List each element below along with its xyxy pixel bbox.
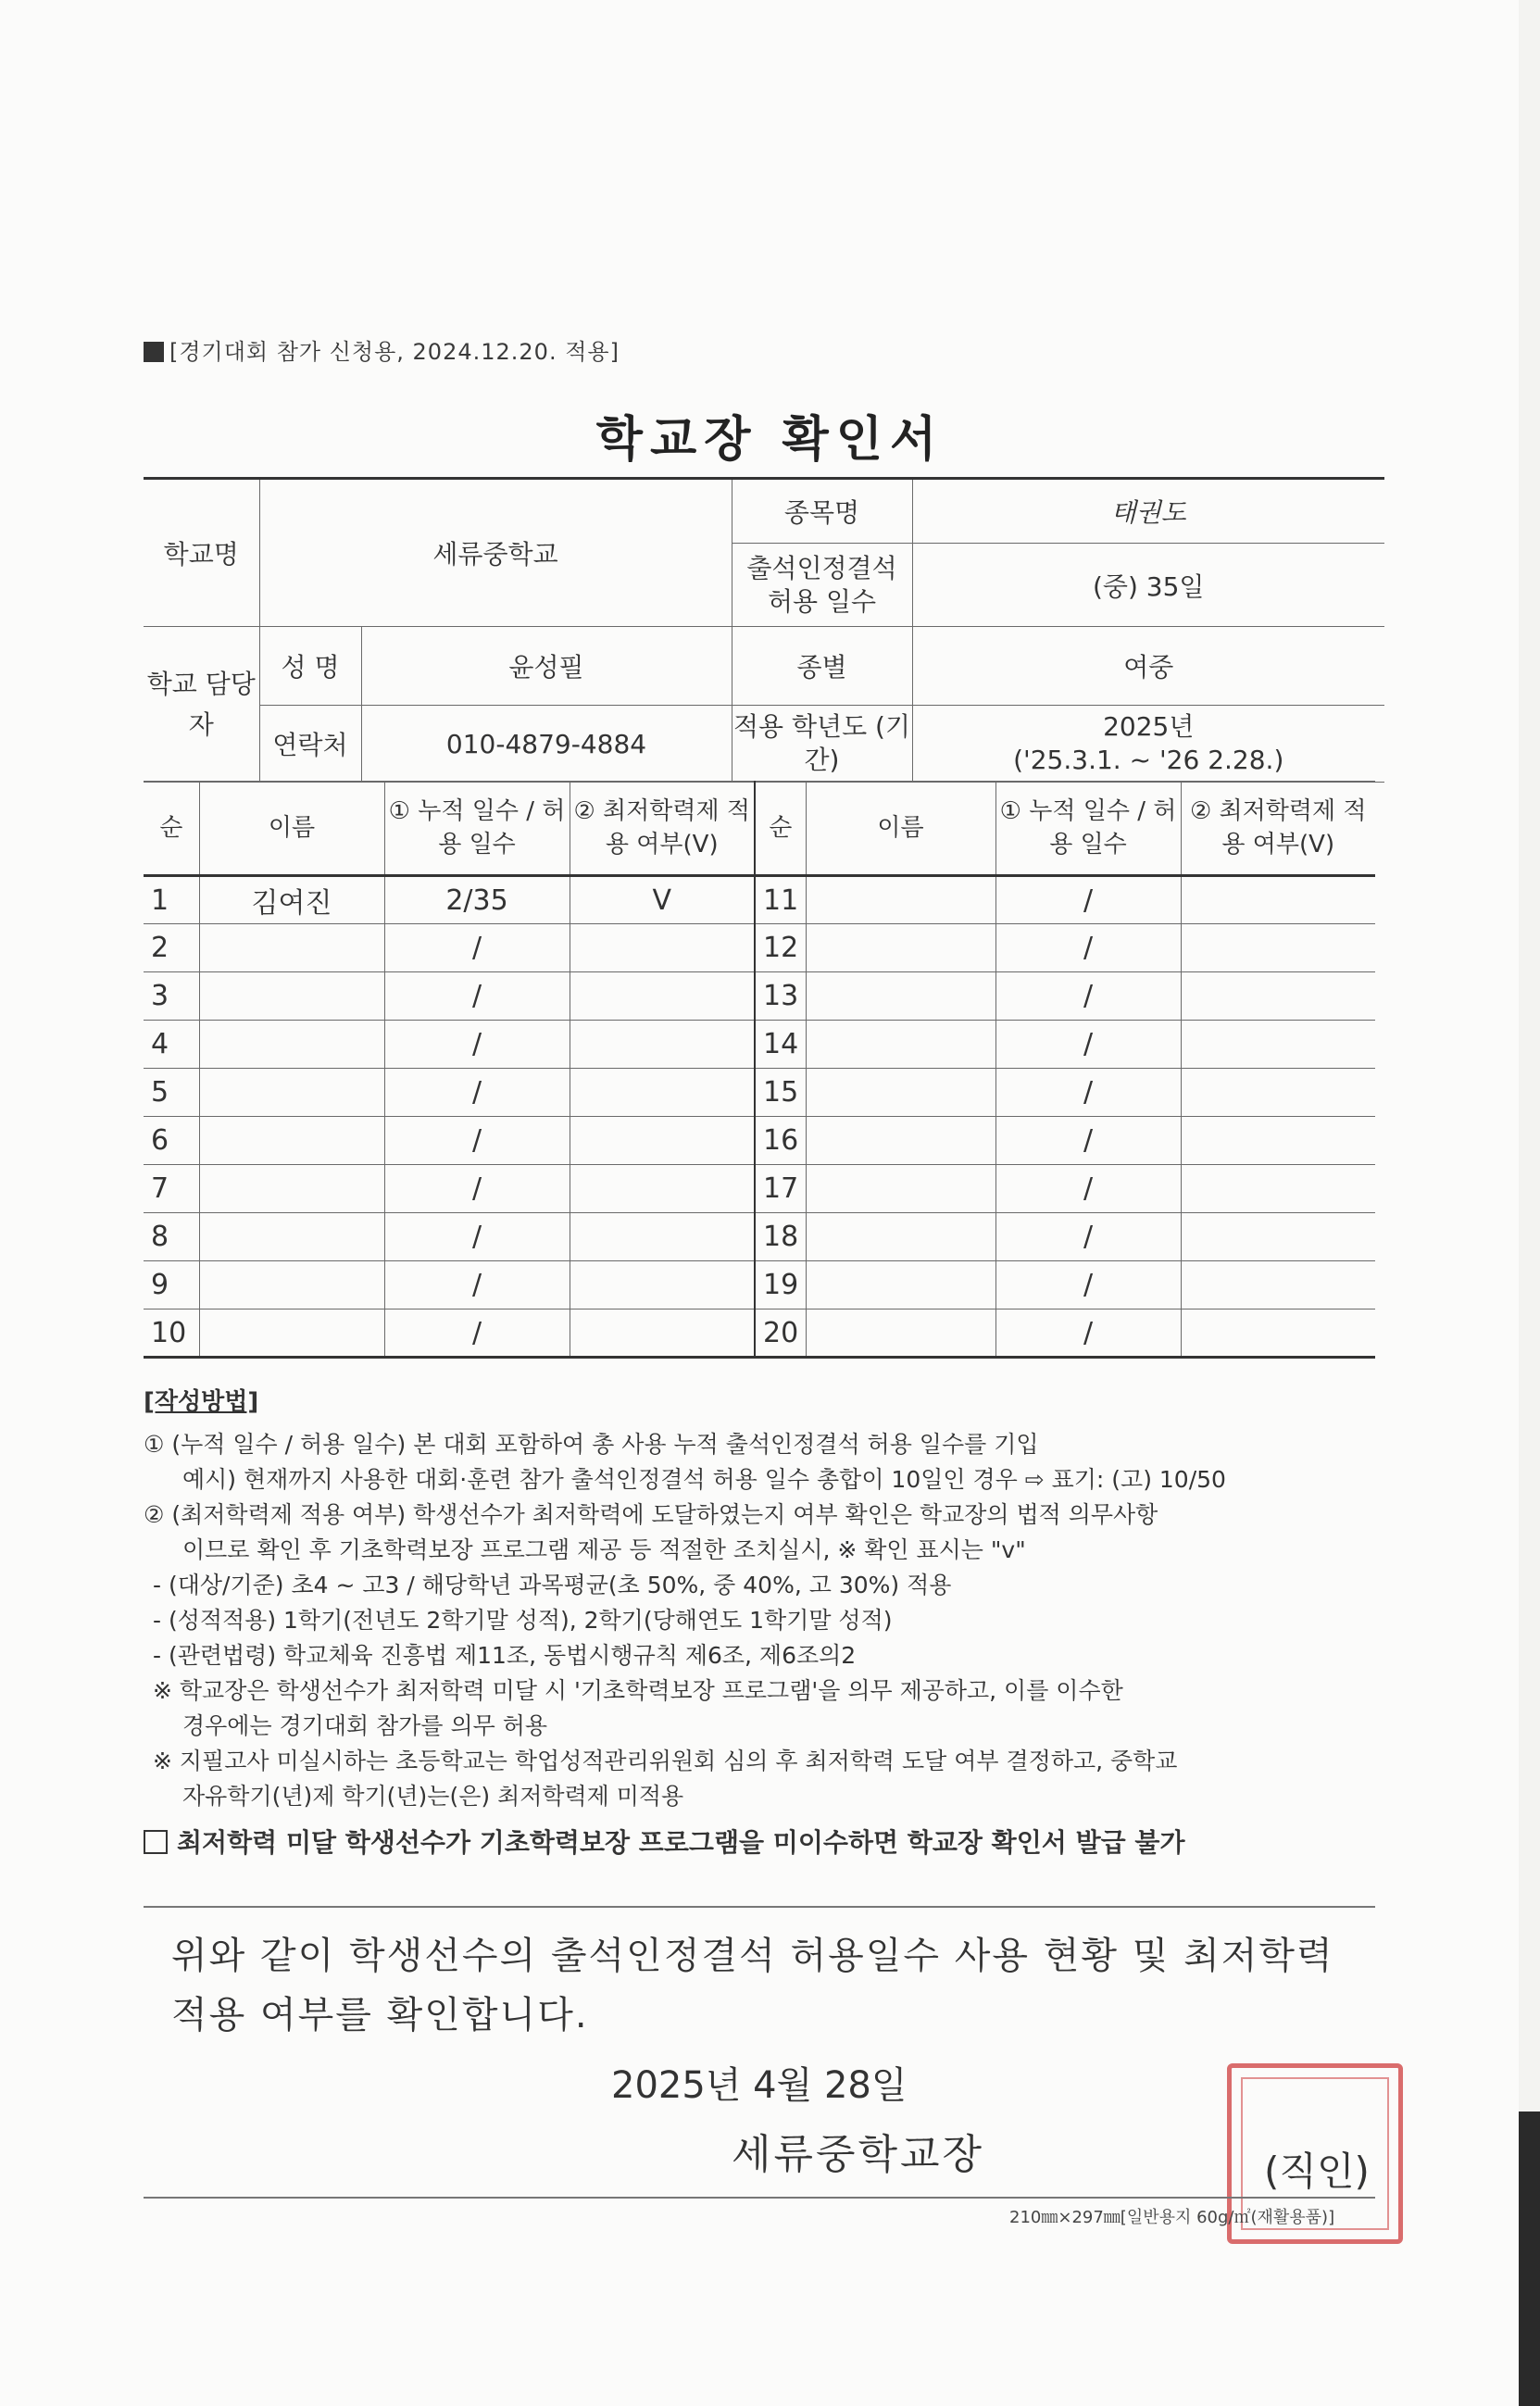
confirmation-text: 위와 같이 학생선수의 출석인정결석 허용일수 사용 현황 및 최저학력 적용 여부를 확인합니다.: [171, 1935, 1334, 2036]
cell-days: /: [384, 972, 570, 1021]
table-row: [144, 1117, 1375, 1165]
square-bullet-icon: [144, 342, 164, 362]
manager-label: 학교 담당자: [144, 627, 259, 783]
cell-no: 19: [755, 1261, 806, 1310]
cell-no: 12: [755, 924, 806, 972]
cell-min: [1181, 1310, 1375, 1358]
cell-no: 6: [144, 1117, 199, 1165]
cell-days: /: [995, 1261, 1181, 1310]
instruction-line: - (관련법령) 학교체육 진흥법 제11조, 동법시행규칙 제6조, 제6조의2: [153, 1642, 857, 1669]
header-min: ② 최저학력제 적용 여부(V): [570, 782, 755, 876]
school-name-label: 학교명: [144, 479, 259, 627]
cell-days: /: [384, 1310, 570, 1358]
cell-min: [570, 1310, 755, 1358]
cell-min: [1181, 924, 1375, 972]
form-tag-text: [경기대회 참가 신청용, 2024.12.20. 적용]: [169, 339, 620, 365]
cell-no: 15: [755, 1069, 806, 1117]
cell-min: [570, 1261, 755, 1310]
cell-name: [199, 1261, 384, 1310]
principal-title: 세류중학교장: [732, 2131, 985, 2178]
arrow-box-icon: [144, 1830, 168, 1854]
header-no: 순: [144, 782, 199, 876]
student-roster-table: [144, 781, 1375, 1359]
manager-phone-label: 연락처: [259, 706, 361, 783]
cell-days: /: [384, 1261, 570, 1310]
instruction-line: 자유학기(년)제 학기(년)는(은) 최저학력제 미적용: [182, 1783, 684, 1810]
instruction-line: ※ 학교장은 학생선수가 최저학력 미달 시 '기초학력보장 프로그램'을 의무 제공하고, 이를 이수한: [153, 1677, 1123, 1704]
cell-no: 11: [755, 876, 806, 924]
cell-name: [199, 924, 384, 972]
cell-name: [806, 972, 995, 1021]
form-tag: [144, 333, 620, 366]
manager-name-label: 성 명: [259, 627, 361, 706]
cell-no: 14: [755, 1021, 806, 1069]
allowed-days-value: (중) 35일: [912, 544, 1384, 627]
manager-phone: 010-4879-4884: [361, 706, 732, 783]
cell-no: 10: [144, 1310, 199, 1358]
cell-days: /: [995, 972, 1181, 1021]
page-edge-shadow: [1519, 2112, 1540, 2406]
cell-no: 7: [144, 1165, 199, 1213]
cell-min: [570, 1021, 755, 1069]
cell-days: /: [995, 1117, 1181, 1165]
header-days: ① 누적 일수 / 허용 일수: [995, 782, 1181, 876]
cell-days: /: [384, 1069, 570, 1117]
cell-name: 김여진: [199, 876, 384, 924]
cell-no: 16: [755, 1117, 806, 1165]
cell-no: 1: [144, 876, 199, 924]
cell-days: /: [995, 1165, 1181, 1213]
cell-name: [806, 876, 995, 924]
cell-days: /: [995, 876, 1181, 924]
cell-no: 2: [144, 924, 199, 972]
school-name: 세류중학교: [259, 479, 732, 627]
manager-name: 윤성필: [361, 627, 732, 706]
table-row: [144, 1069, 1375, 1117]
cell-days: /: [384, 1165, 570, 1213]
cell-days: /: [384, 1117, 570, 1165]
cell-name: [806, 1261, 995, 1310]
cell-name: [806, 1069, 995, 1117]
year: 2025년: [1103, 711, 1195, 742]
instruction-line: 이므로 확인 후 기초학력보장 프로그램 제공 등 적절한 조치실시, ※ 확인 표시는 "v": [182, 1536, 1026, 1563]
cell-name: [199, 1213, 384, 1261]
header-days: ① 누적 일수 / 허용 일수: [384, 782, 570, 876]
cell-no: 20: [755, 1310, 806, 1358]
instruction-line: ② (최저학력제 적용 여부) 학생선수가 최저학력에 도달하였는지 여부 확인은 학교장의 법적 의무사항: [144, 1501, 1158, 1528]
cell-min: [1181, 1165, 1375, 1213]
cell-name: [199, 1165, 384, 1213]
table-row: [144, 1021, 1375, 1069]
instruction-line: ※ 지필고사 미실시하는 초등학교는 학업성적관리위원회 심의 후 최저학력 도달 여부 결정하고, 중학교: [153, 1748, 1178, 1774]
cell-min: [570, 972, 755, 1021]
confirmation-date: 2025년 4월 28일: [611, 2064, 908, 2107]
divider: [144, 1906, 1375, 1908]
table-row: [144, 1310, 1375, 1358]
cell-days: /: [995, 1213, 1181, 1261]
cell-no: 17: [755, 1165, 806, 1213]
header-name: 이름: [806, 782, 995, 876]
school-info-table: [144, 477, 1384, 783]
period: ('25.3.1. ~ '26 2.28.): [1013, 745, 1284, 775]
category-value: 여중: [912, 627, 1384, 706]
cell-no: 4: [144, 1021, 199, 1069]
cell-days: /: [384, 1021, 570, 1069]
page-title: 학교장 확인서: [595, 412, 945, 468]
cell-name: [199, 1021, 384, 1069]
cell-days: /: [995, 1021, 1181, 1069]
cell-name: [806, 1165, 995, 1213]
cell-min: [1181, 1261, 1375, 1310]
year-label: 적용 학년도 (기간): [732, 706, 912, 783]
cell-no: 5: [144, 1069, 199, 1117]
category-label: 종별: [732, 627, 912, 706]
header-min: ② 최저학력제 적용 여부(V): [1181, 782, 1375, 876]
cell-min: [1181, 1021, 1375, 1069]
cell-days: 2/35: [384, 876, 570, 924]
cell-min: [570, 1069, 755, 1117]
cell-no: 3: [144, 972, 199, 1021]
table-row: [144, 972, 1375, 1021]
cell-name: [806, 1213, 995, 1261]
table-row: [144, 924, 1375, 972]
year-value: [912, 706, 1384, 783]
instructions-heading: [작성방법]: [144, 1388, 259, 1416]
final-notice-text: 최저학력 미달 학생선수가 기초학력보장 프로그램을 미이수하면 학교장 확인서 발급 불가: [177, 1827, 1185, 1858]
instruction-line: ① (누적 일수 / 허용 일수) 본 대회 포함하여 총 사용 누적 출석인정결석 허용 일수를 기입: [144, 1431, 1039, 1458]
cell-name: [199, 1310, 384, 1358]
cell-days: /: [384, 924, 570, 972]
cell-min: [1181, 1069, 1375, 1117]
instructions: [144, 1385, 1384, 1861]
cell-name: [199, 1069, 384, 1117]
cell-name: [199, 1117, 384, 1165]
header-name: 이름: [199, 782, 384, 876]
cell-no: 13: [755, 972, 806, 1021]
cell-min: [1181, 972, 1375, 1021]
instruction-line: 예시) 현재까지 사용한 대회·훈련 참가 출석인정결석 허용 일수 총합이 10일인 경우 ⇨ 표기: (고) 10/50: [182, 1466, 1226, 1493]
event-label: 종목명: [732, 479, 912, 544]
table-row: [144, 1165, 1375, 1213]
cell-days: /: [995, 1069, 1181, 1117]
table-row: [144, 1213, 1375, 1261]
cell-min: [570, 1117, 755, 1165]
paper-spec-footnote: 210㎜×297㎜[일반용지 60g/㎡(재활용품)]: [1009, 2208, 1335, 2227]
final-notice: [144, 1825, 1384, 1861]
cell-no: 18: [755, 1213, 806, 1261]
cell-name: [806, 1021, 995, 1069]
cell-no: 8: [144, 1213, 199, 1261]
header-no: 순: [755, 782, 806, 876]
seal-label: (직인): [1264, 2149, 1370, 2194]
cell-min: [1181, 1117, 1375, 1165]
cell-min: [570, 1213, 755, 1261]
cell-days: /: [995, 924, 1181, 972]
allowed-days-label: 출석인정결석 허용 일수: [732, 544, 912, 627]
cell-min: [570, 1165, 755, 1213]
cell-no: 9: [144, 1261, 199, 1310]
divider: [144, 2197, 1375, 2199]
cell-days: /: [995, 1310, 1181, 1358]
cell-min: [1181, 1213, 1375, 1261]
instruction-line: - (성적적용) 1학기(전년도 2학기말 성적), 2학기(당해연도 1학기말 성적): [153, 1607, 893, 1634]
cell-name: [806, 1310, 995, 1358]
cell-days: /: [384, 1213, 570, 1261]
cell-min: [1181, 876, 1375, 924]
cell-min: [570, 924, 755, 972]
table-row: [144, 1261, 1375, 1310]
cell-min: V: [570, 876, 755, 924]
cell-name: [199, 972, 384, 1021]
table-row: [144, 876, 1375, 924]
instruction-line: - (대상/기준) 초4 ~ 고3 / 해당학년 과목평균(초 50%, 중 40%, 고 30%) 적용: [153, 1572, 952, 1598]
instruction-line: 경우에는 경기대회 참가를 의무 허용: [182, 1712, 548, 1739]
event-value: 태권도: [912, 479, 1384, 544]
cell-name: [806, 924, 995, 972]
cell-name: [806, 1117, 995, 1165]
